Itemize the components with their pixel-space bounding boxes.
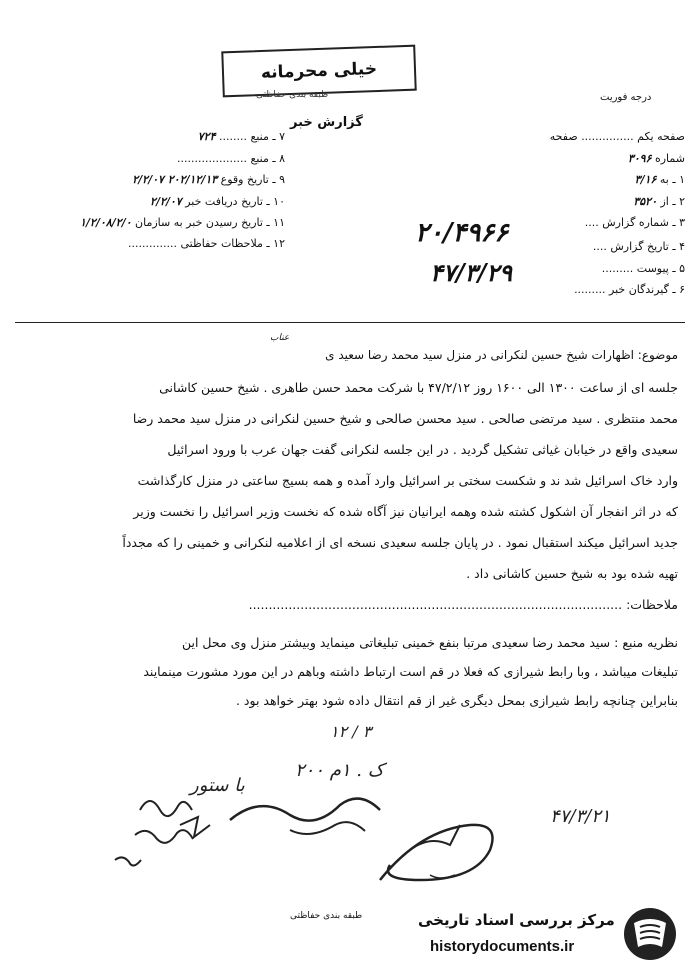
subject-line: موضوع: اظهارات شیخ حسین لنکرانی در منزل سید محمد رضا سعید ی — [325, 348, 678, 362]
classification-stamp-text: خیلی محرمانه — [260, 58, 378, 84]
field-receipt-date: ۱۰ ـ تاریخ دریافت خبر ۲/۲/۰۷ — [150, 195, 285, 208]
handwritten-note: ۱۲ / ۳ — [330, 722, 372, 741]
body-line: سعیدی واقع در خیابان غیاثی تشکیل گردید . در این جلسه لنکرانی گفت جهان عرب با ورود اسرائیل — [167, 442, 678, 457]
field-source-2: ۸ ـ منبع .................... — [177, 152, 285, 165]
signatures-scribble — [110, 780, 530, 910]
footer-classification-label: طبقه بندی حفاظتی — [290, 911, 363, 921]
report-title: گزارش خبر — [290, 115, 363, 130]
opinion-line: تبلیغات میباشد ، وبا رابط شیرازی که فعلا در قم است ارتباط داشته وباهم در این مورد مشورت مینمایند — [143, 664, 678, 679]
field-recipients: ۶ ـ گیرندگان خبر ......... — [574, 283, 685, 296]
field-source: ۷ ـ منبع ........ ۷۲۴ — [197, 130, 285, 143]
body-line: تهیه شده بود به شیخ حسین کاشانی داد . — [466, 566, 678, 581]
field-attachment: ۵ ـ پیوست ......... — [601, 262, 685, 275]
field-arrival-date: ۱۱ ـ تاریخ رسیدن خبر به سازمان ۱/۲/۰۸/۲/۰ — [80, 216, 285, 229]
notes-label: ملاحظات — [630, 597, 678, 612]
handwritten-report-number: ۲۰/۴۹۶۶ — [415, 218, 509, 248]
subject-annotation: عناب — [270, 333, 290, 343]
watermark-url: historydocuments.ir — [430, 938, 575, 955]
field-from: ۲ ـ از ۳۵۲۰ — [633, 195, 685, 208]
field-occurrence-date: ۹ ـ تاریخ وقوع ۲۰۲/۱۲/۱۳ ۲/۲/۰۷ — [132, 173, 285, 186]
handwritten-note: ۴۷/۳/۲۱ — [550, 806, 611, 827]
header-divider — [15, 322, 685, 323]
opinion-line: نظریه منبع : سید محمد رضا سعیدی مرتبا بنفع خمینی تبلیغاتی مینماید وبیشتر منزل وی محل این — [181, 635, 678, 650]
handwritten-note: ۲۰۰ ک . ۱م — [295, 760, 384, 781]
watermark-name: مرکز بررسی اسناد تاریخی — [418, 911, 615, 929]
body-line: جلسه ای از ساعت ۱۳۰۰ الی ۱۶۰۰ روز ۴۷/۲/۱۲ با شرکت محمد حسن طاهری . شیخ حسین کاشانی — [159, 380, 678, 395]
field-number: شماره ۳۰۹۶ — [627, 152, 685, 165]
field-report-date: ۴ ـ تاریخ گزارش .... — [592, 240, 685, 253]
body-line: وارد خاک اسرائیل شد ند و شکست سختی بر اسرائیل وارد آمده و همه بسیج ساعتی در منزل کارگذاشت — [137, 473, 678, 488]
field-report-number: ۳ ـ شماره گزارش .... — [584, 216, 685, 229]
field-to: ۱ ـ به ۳/۱۶ — [634, 173, 685, 186]
body-line: محمد منتظری . سید مرتضی صالحی . سید محسن صالحی و شیخ حسین لنکرانی در منزل سید محمد رضا — [132, 411, 678, 426]
notes-line: ملاحظات: .............................................................................................. — [248, 597, 678, 612]
archive-logo-icon — [612, 905, 684, 963]
urgency-label: درجه فوریت — [600, 92, 652, 103]
field-security-notes: ۱۲ ـ ملاحظات حفاظتی .............. — [128, 237, 285, 250]
handwritten-note: با ستور — [190, 775, 245, 796]
classification-subtitle: طبقه بندی حفاظتی — [256, 90, 329, 100]
body-line: که در اثر انفجار آن اشکول کشته شده وهمه ایرانیان نیز آگاه شده که نخست وزیر اسرائیل را نخست وزیر — [133, 504, 678, 519]
opinion-line: بنابراین چنانچه رابط شیرازی بمحل دیگری غیر از قم انتقال داده شود بهتر خواهد بود . — [235, 693, 678, 708]
handwritten-report-date: ۴۷/۳/۲۹ — [430, 258, 512, 287]
body-line: جدید اسرائیل میکند استقبال نمود . در پایان جلسه سعیدی نسخه ای از اعلامیه لنکرانی و خمینی را که مجدداً — [122, 535, 678, 550]
field-page: صفحه یکم ............... صفحه — [549, 130, 685, 143]
